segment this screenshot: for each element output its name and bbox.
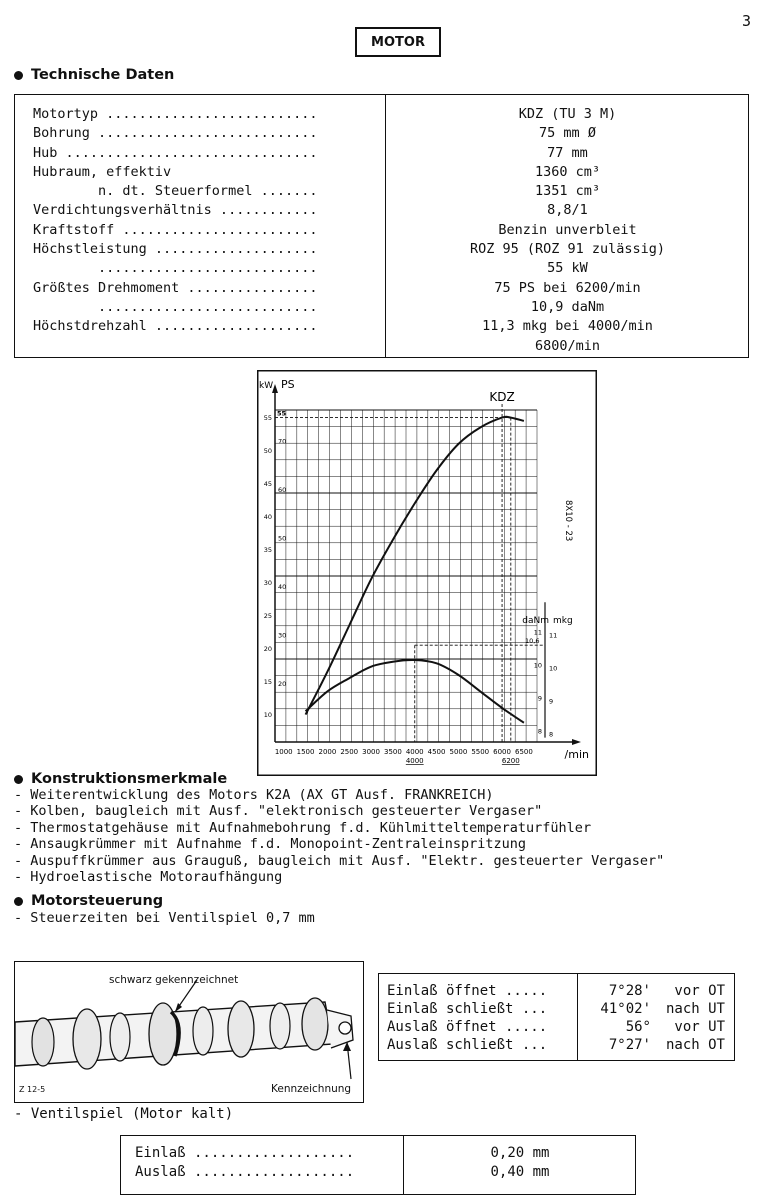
timing-value-row bbox=[585, 982, 731, 1000]
x-tick-label: 4500 bbox=[427, 748, 446, 756]
timing-angle: 7°27' bbox=[608, 1037, 651, 1053]
kw-tick-label: 15 bbox=[263, 678, 272, 687]
tech-label: ........................... bbox=[33, 298, 318, 315]
table-divider bbox=[385, 95, 386, 357]
tech-label: Höchstleistung .................... bbox=[33, 241, 318, 258]
feature-item: - Auspuffkrümmer aus Grauguß, baugleich mit Ausf. "Elektr. gesteuerter Vergaser" bbox=[14, 852, 665, 869]
max-power-rpm-label: 6200 bbox=[501, 757, 520, 765]
ps-tick-label: 30 bbox=[278, 631, 287, 640]
features-title: Konstruktionsmerkmale bbox=[31, 771, 228, 787]
x-axis-label: /min bbox=[564, 748, 589, 761]
timing-values bbox=[585, 982, 731, 1054]
x-tick-label: 3000 bbox=[362, 748, 380, 756]
x-tick-label: 1000 bbox=[274, 748, 293, 756]
chart-code: 8X10 - 23 bbox=[563, 500, 573, 542]
tech-value: 8,8/1 bbox=[547, 202, 588, 219]
tech-value: 55 kW bbox=[547, 260, 588, 277]
ps-tick-label: 70 bbox=[278, 437, 287, 446]
timing-labels bbox=[387, 982, 577, 1054]
kw-tick-label: 50 bbox=[263, 447, 272, 456]
max-torque-rpm-label: 4000 bbox=[405, 757, 424, 765]
tech-label: Verdichtungsverhältnis ............ bbox=[33, 202, 318, 219]
tech-labels bbox=[33, 105, 383, 337]
tech-value: KDZ (TU 3 M) bbox=[518, 106, 617, 122]
tech-data-table bbox=[14, 94, 749, 358]
tech-label: Größtes Drehmoment ................ bbox=[33, 279, 318, 296]
max-torque-label: 10,6 bbox=[525, 637, 540, 646]
danm-tick-label: 10 bbox=[533, 661, 542, 670]
tech-label: Hub ............................... bbox=[33, 144, 318, 161]
x-tick-label: 6000 bbox=[493, 748, 511, 756]
timing-label: Auslaß schließt ... bbox=[387, 1037, 548, 1053]
tech-value: 11,3 mkg bei 4000/min bbox=[482, 318, 653, 335]
chart-svg bbox=[257, 370, 597, 776]
figure-code: Z 12-5 bbox=[19, 1085, 46, 1094]
bullet-icon bbox=[14, 71, 23, 80]
camshaft-figure bbox=[14, 961, 364, 1103]
timing-ref: vor OT bbox=[674, 983, 725, 999]
x-tick-label: 5000 bbox=[449, 748, 468, 756]
figure-label-top: schwarz gekennzeichnet bbox=[109, 974, 239, 986]
timing-angle: 56° bbox=[625, 1019, 651, 1035]
timing-angle: 7°28' bbox=[608, 983, 651, 999]
left-axis-unit-kw: kW bbox=[259, 381, 274, 391]
features-list bbox=[14, 787, 759, 885]
kw-tick-label: 30 bbox=[263, 579, 272, 588]
mkg-tick-label: 10 bbox=[549, 664, 558, 673]
danm-tick-label: 9 bbox=[537, 694, 542, 703]
timing-table bbox=[378, 973, 735, 1061]
kw-tick-label: 35 bbox=[263, 546, 272, 555]
tech-section-heading bbox=[14, 67, 174, 83]
ps-tick-label: 60 bbox=[278, 485, 287, 494]
tech-section-title: Technische Daten bbox=[31, 67, 175, 83]
page-title: MOTOR bbox=[355, 27, 441, 57]
valve-label: Auslaß ................... bbox=[135, 1164, 355, 1180]
danm-tick-label: 8 bbox=[537, 727, 542, 736]
kw-tick-label: 40 bbox=[263, 513, 272, 522]
figure-label-bottom: Kennzeichnung bbox=[271, 1083, 352, 1095]
motorsteuerung-heading bbox=[14, 893, 163, 909]
valve-values bbox=[407, 1144, 633, 1182]
tech-value: Benzin unverbleit bbox=[498, 221, 637, 238]
motorsteuerung-title: Motorsteuerung bbox=[31, 893, 164, 909]
feature-item: - Thermostatgehäuse mit Aufnahmebohrung f.d. Kühlmitteltemperaturfühler bbox=[14, 819, 592, 836]
timing-ref: nach OT bbox=[665, 1037, 725, 1053]
kw-tick-label: 45 bbox=[263, 480, 272, 489]
timing-ref: vor UT bbox=[674, 1019, 725, 1035]
timing-label: Einlaß schließt ... bbox=[387, 1001, 548, 1017]
table-divider bbox=[577, 974, 578, 1060]
tech-value: 77 mm bbox=[547, 144, 588, 161]
right-axis-unit-mkg: mkg bbox=[553, 616, 573, 626]
kw-tick-label: 10 bbox=[263, 711, 272, 720]
valve-clearance-title: - Ventilspiel (Motor kalt) bbox=[14, 1106, 234, 1122]
x-tick-label: 2500 bbox=[340, 748, 359, 756]
valve-label: Einlaß ................... bbox=[135, 1145, 355, 1161]
timing-ref: nach UT bbox=[665, 1001, 725, 1017]
tech-value: 1360 cm³ bbox=[534, 163, 601, 180]
timing-value-row bbox=[585, 1018, 731, 1036]
x-tick-label: 2000 bbox=[318, 748, 337, 756]
power-torque-chart bbox=[257, 370, 597, 776]
x-tick-label: 3500 bbox=[383, 748, 402, 756]
tech-label: ........................... bbox=[33, 260, 318, 277]
timing-label: Auslaß öffnet ..... bbox=[387, 1019, 548, 1035]
tech-label: n. dt. Steuerformel ....... bbox=[33, 183, 318, 200]
feature-item: - Weiterentwicklung des Motors K2A (AX GT Ausf. FRANKREICH) bbox=[14, 787, 494, 803]
chart-title: KDZ bbox=[489, 390, 515, 404]
tech-label: Motortyp .......................... bbox=[33, 106, 318, 122]
timing-subtitle: - Steuerzeiten bei Ventilspiel 0,7 mm bbox=[14, 910, 315, 926]
ps-tick-label: 50 bbox=[278, 534, 287, 543]
page-number: 3 bbox=[741, 12, 751, 30]
tech-value: 75 PS bei 6200/min bbox=[494, 279, 641, 296]
tech-label: Kraftstoff ........................ bbox=[33, 221, 318, 238]
ps-tick-label: 40 bbox=[278, 582, 287, 591]
x-tick-label: 6500 bbox=[514, 748, 533, 756]
tech-value: 6800/min bbox=[534, 337, 601, 354]
valve-labels bbox=[135, 1144, 405, 1182]
feature-item: - Kolben, baugleich mit Ausf. "elektronisch gesteuerter Vergaser" bbox=[14, 803, 543, 820]
kw-tick-label: 55 bbox=[263, 414, 272, 423]
valve-value: 0,40 mm bbox=[490, 1164, 550, 1180]
x-tick-label: 4000 bbox=[405, 748, 424, 756]
tech-label: Höchstdrehzahl .................... bbox=[33, 318, 318, 335]
tech-value: 75 mm Ø bbox=[539, 125, 596, 142]
tech-label: Hubraum, effektiv bbox=[33, 163, 172, 180]
bullet-icon bbox=[14, 775, 23, 784]
tech-values bbox=[387, 105, 748, 356]
tech-label: Bohrung ........................... bbox=[33, 125, 318, 142]
bullet-icon bbox=[14, 897, 23, 906]
ps-tick-label: 20 bbox=[278, 680, 287, 689]
feature-item: - Ansaugkrümmer mit Aufnahme f.d. Monopoint-Zentraleinspritzung bbox=[14, 836, 527, 853]
x-tick-label: 5500 bbox=[471, 748, 490, 756]
features-heading bbox=[14, 771, 227, 787]
max-power-label: 55 bbox=[277, 409, 287, 418]
danm-tick-label: 11 bbox=[533, 628, 542, 637]
valve-clearance-table bbox=[120, 1135, 636, 1195]
tech-value: ROZ 95 (ROZ 91 zulässig) bbox=[469, 241, 666, 258]
timing-value-row bbox=[585, 1036, 731, 1054]
timing-label: Einlaß öffnet ..... bbox=[387, 983, 548, 999]
mkg-tick-label: 11 bbox=[549, 631, 558, 640]
kw-tick-label: 20 bbox=[263, 645, 272, 654]
valve-value: 0,20 mm bbox=[490, 1145, 550, 1161]
kw-tick-label: 25 bbox=[263, 612, 272, 621]
x-tick-label: 1500 bbox=[296, 748, 315, 756]
timing-angle: 41°02' bbox=[600, 1001, 651, 1017]
mkg-tick-label: 9 bbox=[549, 697, 554, 706]
feature-item: - Hydroelastische Motoraufhängung bbox=[14, 869, 283, 886]
left-axis-unit-ps: PS bbox=[281, 378, 295, 391]
tech-value: 1351 cm³ bbox=[534, 183, 601, 200]
mkg-tick-label: 8 bbox=[549, 730, 554, 739]
tech-value: 10,9 daNm bbox=[530, 298, 605, 315]
timing-value-row bbox=[585, 1000, 731, 1018]
right-axis-unit-danm: daNm bbox=[522, 616, 549, 626]
